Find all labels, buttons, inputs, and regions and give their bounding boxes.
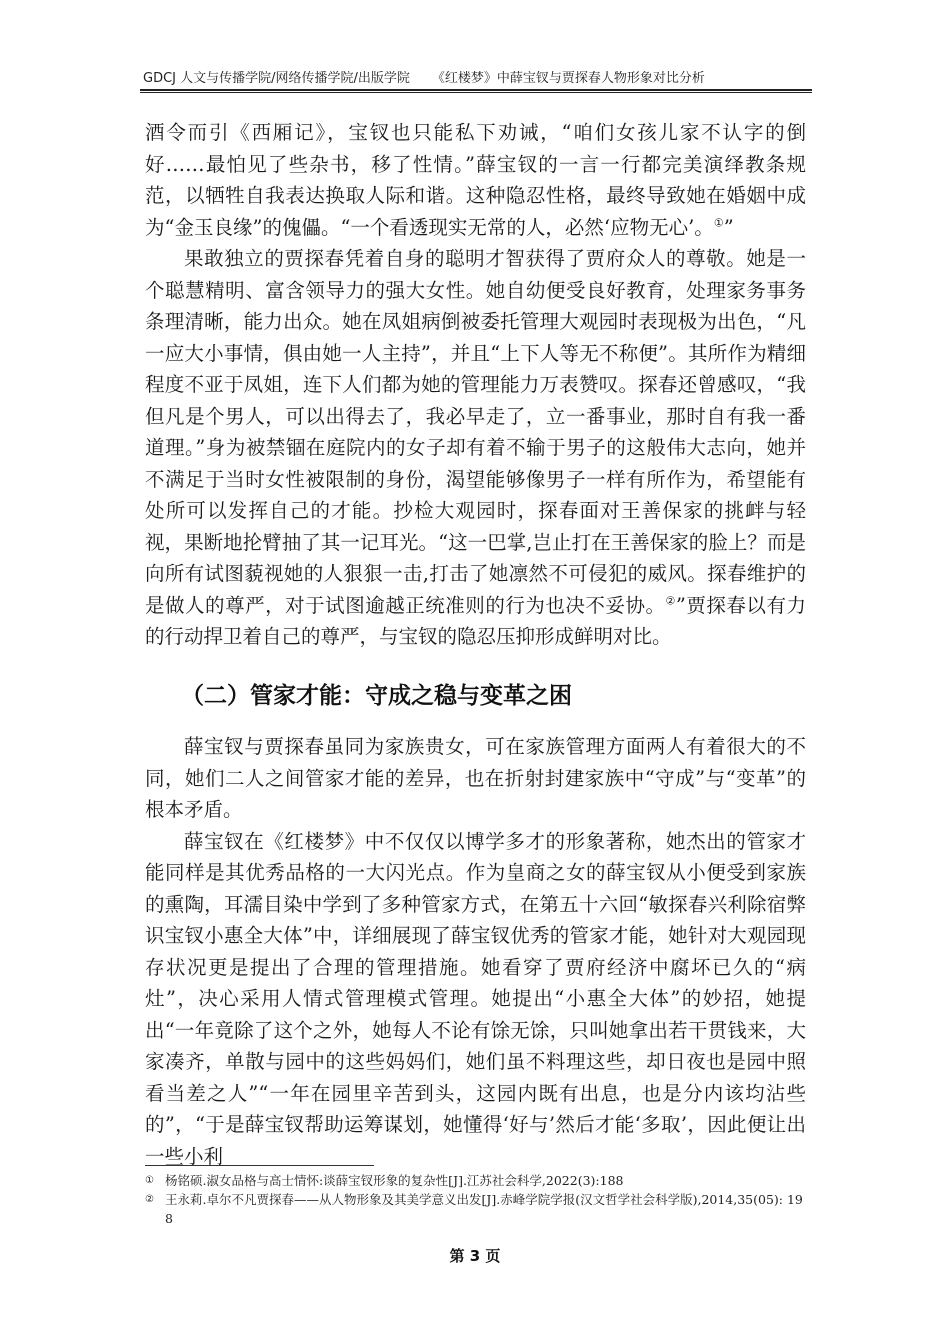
footnote-mark: ② [145, 1194, 154, 1205]
paragraph-2: 果敢独立的贾探春凭着自身的聪明才智获得了贾府众人的尊敬。她是一个聪慧精明、富含领导力的强大女性。她自幼便受良好教育，处理家务事务条理清晰，能力出众。她在凤姐病倒被委托管理大观园时表现极为出色，“凡一应大小事情，俱由她一人主持”，并且“上下人等无不称便”。其所作为精细程度不亚于凤姐，连下人们都为她的管理能力万表赞叹。探春还曾感叹，“我但凡是个男人，可以出得去了，我必早走了，立一番事业，那时自有我一番道理。”身为被禁锢在庭院内的女子却有着不输于男子的这般伟大志向，她并不满足于当时女性被限制的身份，渴望能够像男子一样有所作为，希望能有处所可以发挥自己的才能。抄检大观园时，探春面对王善保家的挑衅与轻视，果断地抡臂抽了其一记耳光。“这一巴掌,岂止打在王善保家的脸上？而是向所有试图藐视她的人狠狠一击,打击了她凛然不可侵犯的威风。探春维护的是做人的尊严，对于试图逾越正统准则的行为也决不妥协。②”贾探春以有力的行动捍卫着自己的尊严，与宝钗的隐忍压抑形成鲜明对比。 [145, 247, 806, 648]
paragraph-3: 薛宝钗与贾探春虽同为家族贵女，可在家族管理方面两人有着很大的不同，她们二人之间管家才能的差异，也在折射封建家族中“守成”与“变革”的根本矛盾。 [145, 735, 806, 821]
footnote-rule [145, 1165, 374, 1166]
footnote-2: ② 王永莉.卓尔不凡贾探春——从人物形象及其美学意义出发[J].赤峰学院学报(汉文哲学社会科学版),2014,35(05): 198 [145, 1192, 803, 1226]
header-rule-thin [140, 92, 812, 93]
footnote-ref-1[interactable]: ① [713, 216, 724, 229]
running-header [143, 71, 811, 87]
header-institution: GDCJ 人文与传播学院/网络传播学院/出版学院 [143, 71, 410, 86]
footnote-1: ① 杨铭硕.淑女品格与高士情怀:谈薛宝钗形象的复杂性[J].江苏社会科学,2022(3):188 [145, 1173, 624, 1188]
footnotes [145, 1171, 810, 1228]
header-paper-title: 《红楼梦》中薛宝钗与贾探春人物形象对比分析 [431, 71, 705, 86]
header-rule [140, 89, 812, 91]
section-heading: （二）管家才能：守成之稳与变革之困 [181, 683, 572, 709]
footnote-mark: ① [145, 1175, 154, 1186]
body-block-1 [145, 117, 806, 653]
paragraph-4: 薛宝钗在《红楼梦》中不仅仅以博学多才的形象著称，她杰出的管家才能同样是其优秀品格的一大闪光点。作为皇商之女的薛宝钗从小便受到家族的熏陶，耳濡目染中学到了多种管家方式，在第五十六回“敏探春兴利除宿弊 识宝钗小惠全大体”中，详细展现了薛宝钗优秀的管家才能，她针对大观园现存状况更是提出了合理的管理措施。她看穿了贾府经济中腐坏已久的“病灶”，决心采用人情式管理模式管理。她提出“小惠全大体”的妙招，她提出“一年竟除了这个之外，她每人不论有馀无馀，只叫她拿出若干贯钱来，大家凑齐，单散与园中的这些妈妈们，她们虽不料理这些，却日夜也是园中照看当差之人”“一年在园里辛苦到头，这园内既有出息，也是分内该均沾些的”，“于是薛宝钗帮助运筹谋划，她懂得‘好与’然后才能‘多取’，因此便让出一些小利 [145, 829, 806, 1168]
paragraph-1: 酒令而引《西厢记》，宝钗也只能私下劝诫，“咱们女孩儿家不认字的倒好……最怕见了些杂书，移了性情。”薛宝钗的一言一行都完美演绎教条规范，以牺牲自我表达换取人际和谐。这种隐忍性格，最终导致她在婚姻中成为“金玉良缘”的傀儡。“一个看透现实无常的人，必然‘应物无心’。①” [145, 121, 806, 239]
page-number: 第 3 页 [449, 1247, 501, 1265]
footnote-ref-2[interactable]: ② [665, 594, 676, 607]
body-block-2 [145, 731, 806, 1172]
